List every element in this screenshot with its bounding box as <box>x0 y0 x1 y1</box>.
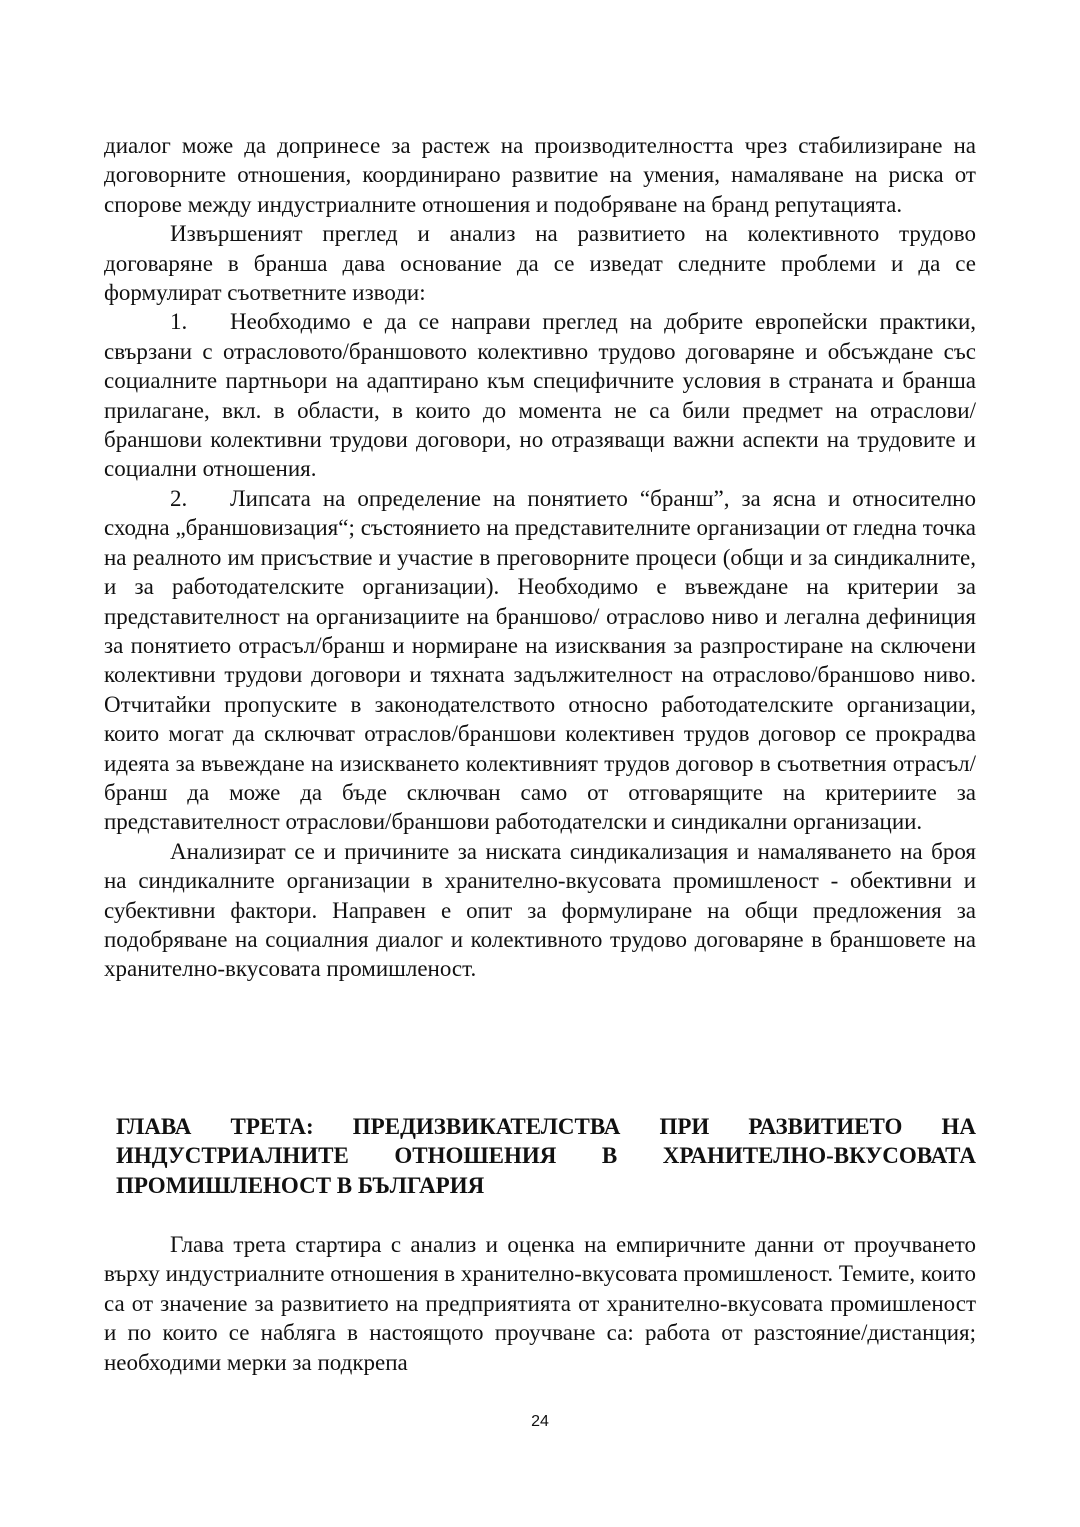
paragraph-review: Извършеният преглед и анализ на развитието на колективното трудово договаряне в бранша дава основание да се изведат следните проблеми и да се формулират съответните изводи: <box>104 221 976 306</box>
list-item-1 <box>104 307 976 483</box>
body-text <box>104 131 976 984</box>
list-item-text: Липсата на определение на понятието “бранш”, за ясна и относително сходна „браншовизация“; състоянието на представителните организации от гледна точка на реалното им присъствие и участие в преговорните процеси (общи и за синдикалните, и за работодателските организации). Необходимо е въвеждане на критерии за представителност на организациите на браншово/ отраслово ниво и легална дефиниция за понятието отрасъл/бранш и нормиране на изисквания за разпростиране на сключени колективни трудови договори и тяхната задължителност на отраслово/браншово ниво. Отчитайки пропуските в законодателството относно работодателските организации, които могат да сключват отраслов/браншови колективен трудов договор се прокрадва идеята за въвеждане на изискването колективният трудов договор в съответния отрасъл/бранш да може да бъде сключван само от отговарящите на критериите за представителност отраслови/браншови работодателски и синдикални организации. <box>104 485 976 835</box>
list-item-2 <box>104 484 976 837</box>
list-number: 2. <box>170 485 188 511</box>
chapter-text <box>104 1230 976 1377</box>
page-number: 24 <box>531 1413 549 1430</box>
paragraph-analysis: Анализират се и причините за ниската синдикализация и намаляването на броя на синдикалните организации в хранително-вкусовата промишленост - обективни и субективни фактори. Направен е опит за формулиране на общи предложения за подобряване на социалния диалог и колективното трудово договаряне в браншовете на хранително-вкусовата промишленост. <box>104 838 976 982</box>
list-item-text: Необходимо е да се направи преглед на добрите европейски практики, свързани с отрасловото/браншовото колективно трудово договаряне и обсъждане със социалните партньори на адаптирано към специфичните условия в страната и бранша прилагане, вкл. в области, в които до момента не са били предмет на отраслови/браншови колективни трудови договори, но отразяващи важни аспекти на трудовите и социални отношения. <box>104 309 976 482</box>
paragraph-chapter-intro: Глава трета стартира с анализ и оценка на емпиричните данни от проучването върху индустриалните отношения в хранително-вкусовата промишленост. Темите, които са от значение за развитието на предприятията от хранително-вкусовата промишленост и по които се набляга в настоящото проучване са: работа от разстояние/дистанция; необходими мерки за подкрепа <box>104 1232 976 1375</box>
chapter-heading: ГЛАВА ТРЕТА: ПРЕДИЗВИКАТЕЛСТВА ПРИ РАЗВИТИЕТО НА ИНДУСТРИАЛНИТЕ ОТНОШЕНИЯ В ХРАНИТЕЛНО-ВКУСОВАТА ПРОМИШЛЕНОСТ В БЪЛГАРИЯ <box>116 1114 976 1198</box>
paragraph-dialog: диалог може да допринесе за растеж на производителността чрез стабилизиране на договорните отношения, координирано развитие на умения, намаляване на риска от спорове между индустриалните отношения и подобряване на бранд репутацията. <box>104 133 976 217</box>
list-number: 1. <box>170 309 188 335</box>
